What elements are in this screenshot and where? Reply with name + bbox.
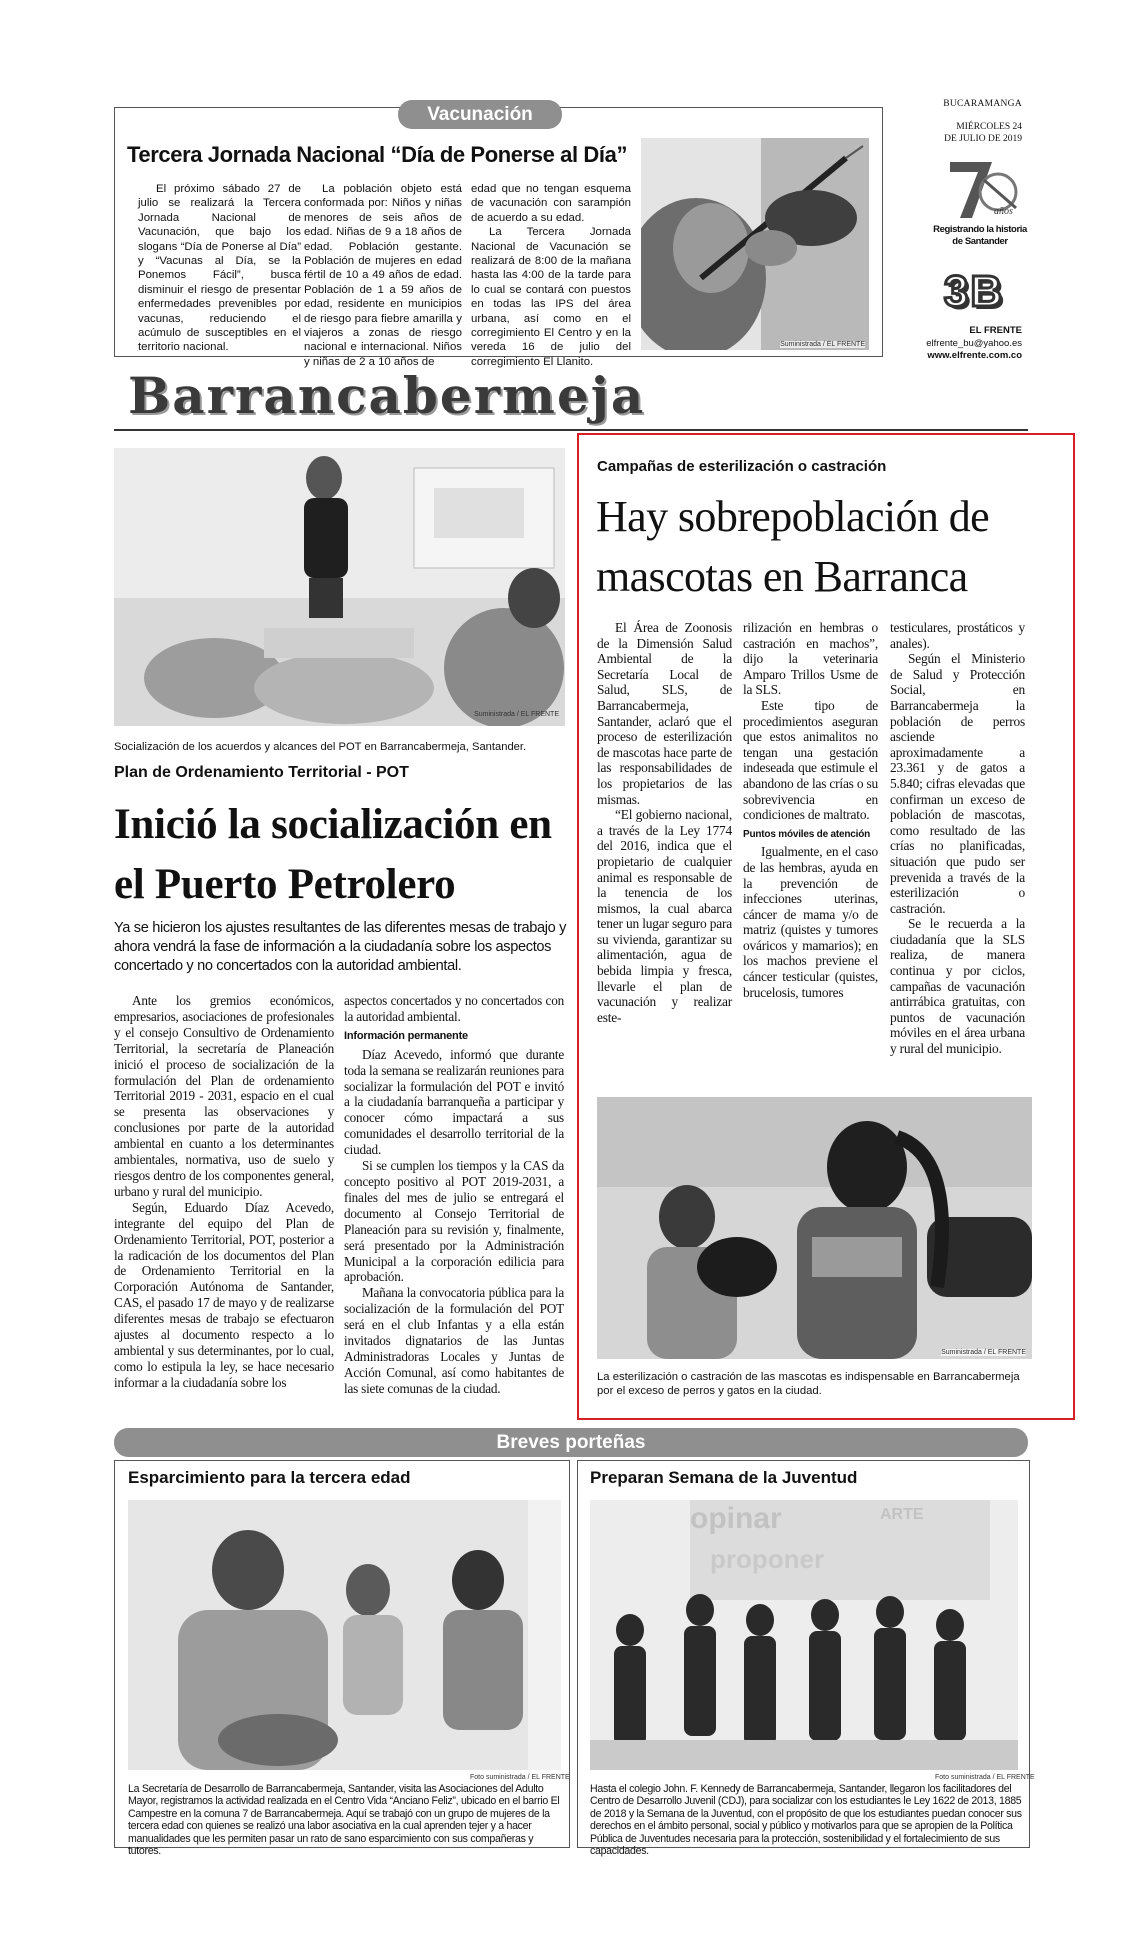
- pot-lead: Ya se hicieron los ajustes resultantes de las diferentes mesas de trabajo y ahora vendrá la fase de información a la ciudadanía sobre los aspectos concertado y no concertados con la autoridad ambiental.: [114, 920, 567, 974]
- pot-photo-credit: Suministrada / EL FRENTE: [474, 711, 559, 718]
- breves-left-caption: La Secretaría de Desarrollo de Barrancabermeja, Santander, visita las Asociaciones del Adulto Mayor, registramos la actividad realizada en el Centro Vida “Anciano Feliz”, ubicado en el barrio El Campestre en la comuna 7 de Barrancabermeja. Aquí se trabajó con un grupo de mujeres de la tercera edad con quienes se realizó una labor asociativa en la cual aprenden tejer y a hacer manualidades que les permiten pasar un rato de sano esparcimiento con sus compañeras y tutores.: [128, 1783, 560, 1858]
- pot-kicker: Plan de Ordenamiento Territorial - POT: [114, 764, 409, 781]
- pot-photo-caption: Socialización de los acuerdos y alcances del POT en Barrancabermeja, Santander.: [114, 741, 527, 753]
- youth-banner-word-2: ARTE: [880, 1506, 924, 1523]
- pot-presentation-image: [114, 448, 565, 726]
- paper-name: EL FRENTE: [969, 325, 1022, 336]
- masthead-date-2: DE JULIO DE 2019: [944, 134, 1022, 144]
- anniversary-seven-icon: [932, 158, 1028, 224]
- mascotas-photo-caption: La esterilización o castración de las mascotas es indispensable en Barrancabermeja por el exceso de perros y gatos en la ciudad.: [597, 1371, 1020, 1397]
- section-title-barrancabermeja: Barrancabermeja: [128, 366, 646, 425]
- vacunacion-title: Tercera Jornada Nacional “Día de Ponerse al Día”: [127, 142, 628, 167]
- vacunacion-col3: edad que no tengan esquema de vacunación con sarampión de acuerdo a su edad. La Tercera Jornada Nacional de Vacunación se realizará de 8:00 de la mañana hasta las 4:00 de la tarde para lo cual se contará con puestos en todas las IPS del área urbana, así como en el corregimiento El Centro y en la vereda 16 de julio del corregimiento El Llanito.: [471, 183, 631, 368]
- elderly-women-knitting-image: [128, 1500, 561, 1770]
- mascotas-photo-credit: Suministrada / EL FRENTE: [941, 1349, 1026, 1356]
- mascotas-kicker: Campañas de esterilización o castración: [597, 458, 887, 475]
- section-title-rule: [114, 429, 1028, 431]
- anniversary-tagline-1: Registrando la historia: [933, 224, 1027, 235]
- vaccine-syringe-image: [641, 138, 869, 350]
- mascotas-headline: Hay sobrepoblación de mascotas en Barranca: [596, 492, 990, 601]
- vacunacion-photo: [641, 138, 869, 350]
- vacunacion-section-pill: Vacunación: [398, 100, 562, 129]
- breves-right-credit: Foto suministrada / EL FRENTE: [935, 1774, 1035, 1781]
- breves-right-title: Preparan Semana de la Juventud: [590, 1468, 858, 1487]
- anniversary-logo: [932, 158, 1028, 258]
- breves-right-photo: [590, 1500, 1018, 1770]
- mascotas-subhead: Puntos móviles de atención: [743, 828, 871, 840]
- youth-week-students-image: [590, 1500, 1018, 1770]
- pot-photo: [114, 448, 565, 726]
- pot-col2: aspectos concertados y no concertados con la autoridad ambiental. Información permanente Díaz Acevedo, informó que durante toda la semana se realizarán reuniones para socializar la formulación del POT e invitó a la ciudadanía barranqueña a participar y conocer cómo impactará a sus comunidades el desarrollo territorial de la ciudad. Si se cumplen los tiempos y la CAS da concepto positivo al POT 2019-2031, a finales del mes de julio se entregará el documento al Consejo Territorial de Planeación para su revisión y, finalmente, será presentado por la Administración Municipal a la corporación edilicia para aprobación. Mañana la convocatoria pública para la socialización de la formulación del POT será en el club Infantas y a ella están invitados dignatarios de las Juntas Administradoras Locales y Juntas de Acción Comunal, así como habitantes de las siete comunas de la ciudad.: [344, 993, 564, 1396]
- masthead-date-1: MIÉRCOLES 24: [956, 122, 1022, 132]
- paper-email: elfrente_bu@yahoo.es: [926, 338, 1022, 349]
- youth-banner-word-1: opinar: [690, 1502, 782, 1535]
- anniversary-suffix: años: [994, 206, 1013, 217]
- mascotas-photo: [597, 1097, 1032, 1359]
- vacunacion-photo-credit: Suministrada / EL FRENTE: [780, 341, 865, 348]
- page-number: 3B: [943, 267, 1005, 316]
- breves-right-caption: Hasta el colegio John. F. Kennedy de Barrancabermeja, Santander, llegaron los facilitadores del Centro de Desarrollo Juvenil (CDJ), para socializar con los estudiantes le Ley 1622 de 2013, 1885 de 2018 y la Semana de la Juventud, con el propósito de que los estudiantes puedan conocer sus derechos en el ámbito personal, social y público y motivarlos para que se apropien de la Política Pública de Juventudes necesaria para la protección, sostenibilidad y el fortalecimiento de sus capacidades.: [590, 1783, 1022, 1858]
- breves-left-credit: Foto suministrada / EL FRENTE: [470, 1774, 570, 1781]
- breves-left-photo: [128, 1500, 561, 1770]
- mascotas-col3: testiculares, prostáticos y anales). Según el Ministerio de Salud y Protección Social, en Barrancabermeja la población de perros asciende aproximadamente a 23.361 y de gatos a 5.840; cifras elevadas que confirman un exceso de población de mascotas, como resultado de las crías no planificadas, situación que pudo ser prevenida a través de la esterilización o castración. Se le recuerda a la ciudadanía que la SLS realiza, de manera continua y por ciclos, campañas de vacunación antirrábica gratuitas, con puntos de vacunación móviles en el área urbana y rural del municipio.: [890, 620, 1025, 1057]
- paper-web: www.elfrente.com.co: [927, 350, 1022, 361]
- pot-subhead: Información permanente: [344, 1029, 468, 1042]
- youth-banner-word-3: proponer: [710, 1544, 825, 1574]
- pot-col1: Ante los gremios económicos, empresarios, asociaciones de profesionales y el consejo Consultivo de Ordenamiento Territorial, la secretaría de Planeación inició el proceso de socialización de la formulación del Plan de ordenamiento Territorial 2019 - 2031, espacio en el cual se presenta las observaciones y conclusiones por parte de la autoridad ambiental en cuanto a los determinantes ambientales, normativa, uso de suelo y riesgos dentro de los componentes general, urbano y rural del municipio. Según, Eduardo Díaz Acevedo, integrante del equipo del Plan de Ordenamiento Territorial, POT, posterior a la radicación de los documentos del Plan de Ordenamiento Territorial en la Corporación Autónoma de Santander, CAS, el pasado 17 de mayo y de realizarse diferentes mesas de trabajo se efectuaron ajustes al documento respecto a lo ambiental y sus determinantes, por lo cual, como lo estipula la ley, se hace necesario informar a la ciudadanía sobre los: [114, 993, 334, 1390]
- vacunacion-col1: El próximo sábado 27 de julio se realizará la Tercera Jornada Nacional de Vacunación, que bajo los slogans “Día de Ponerse al Día” y “Vacunas al Día, se la Ponemos Fácil”, busca disminuir el riesgo de presentar enfermedades prevenibles por vacunas, reduciendo el acúmulo de susceptibles en el territorio nacional.: [138, 183, 301, 354]
- anniversary-tagline-2: de Santander: [952, 236, 1008, 247]
- breves-section-pill: Breves porteñas: [114, 1428, 1028, 1457]
- pot-headline: Inició la socialización en el Puerto Petrolero: [114, 801, 552, 908]
- vacunacion-col2: La población objeto está conformada por: Niños y niñas menores de seis años de edad. Niñas de 9 a 18 años de edad. Población gestante. Población de mujeres en edad fértil de 10 a 49 años de edad. Población de 1 a 59 años de edad, residente en municipios de riesgo para fiebre amarilla y viajeros a zonas de riesgo nacional e internacional. Niños y niñas de 2 a 10 años de: [304, 183, 462, 368]
- mascotas-col1: El Área de Zoonosis de la Dimensión Salud Ambiental de la Secretaría Local de Salud, SLS, de Barrancabermeja, Santander, aclaró que el proceso de esterilización de mascotas hace parte de las responsabilidades de los propietarios de las mismas. “El gobierno nacional, a través de la Ley 1774 del 2016, indica que el propietario de cualquier animal es responsable de la tenencia de los mismos, la cual abarca tener un lugar seguro para su vivienda, garantizar su alimentación, agua de bebida limpia y fresca, llevarle el plan de vacunación y realizar este-: [597, 620, 732, 1025]
- masthead-city: BUCARAMANGA: [943, 99, 1022, 109]
- dog-sterilization-image: [597, 1097, 1032, 1359]
- breves-left-title: Esparcimiento para la tercera edad: [128, 1468, 411, 1487]
- mascotas-col2: rilización en hembras o castración en machos”, dijo la veterinaria Amparo Trillos Usme de la SLS. Este tipo de procedimientos aseguran que estos animalitos no tengan una gestación indeseada que estimule el abandono de las crías o su sobrevivencia en condiciones de maltrato. Puntos móviles de atención Igualmente, en el caso de las hembras, ayuda en la prevención de infecciones uterinas, cáncer de mama y/o de matriz (quistes y tumores ováricos y mamarios); en los machos previene el cáncer testicular (quistes, brucelosis, tumores: [743, 620, 878, 1000]
